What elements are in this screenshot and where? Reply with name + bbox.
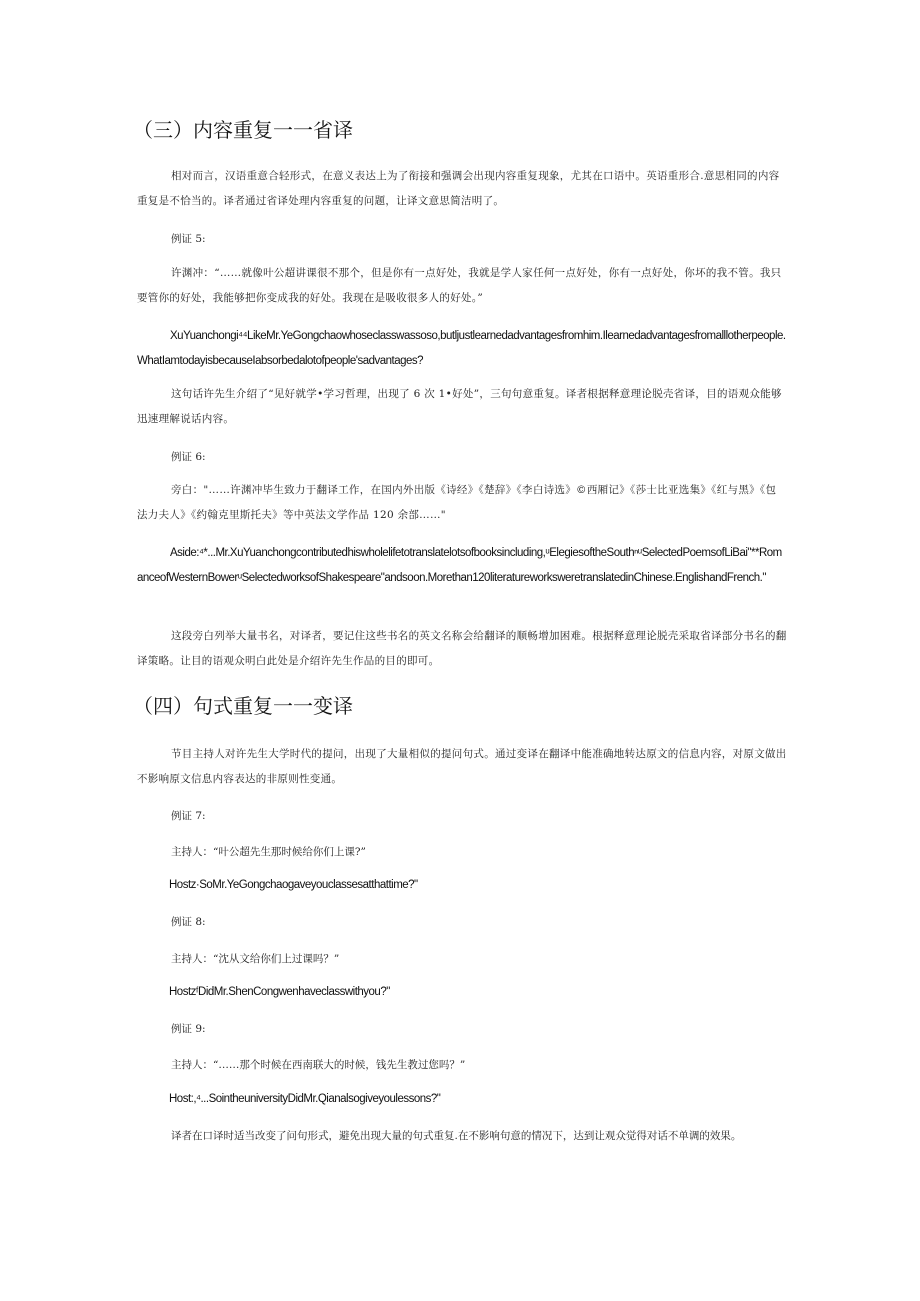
example-6-chinese bbox=[137, 478, 787, 528]
example-6-note bbox=[137, 624, 787, 674]
section-3-paragraph bbox=[137, 164, 787, 214]
example-8-english: HostzᶠDidMr.ShenCongwenhaveclasswithyou?" bbox=[169, 986, 390, 998]
example-7-label: 例证 7: bbox=[171, 810, 206, 822]
example-5-chinese-text: 许渊冲：“……就像叶公超讲课很不那个，但是你有一点好处，我就是学人家任何一点好处，你有一点好处，你坏的我不管。我只要管你的好处，我能够把你变成我的好处。我现在是吸收很多人的好处。” bbox=[137, 267, 782, 304]
example-8-label: 例证 8: bbox=[171, 916, 206, 928]
example-6-label: 例证 6: bbox=[171, 451, 206, 463]
example-5-chinese bbox=[137, 261, 787, 311]
example-6-english bbox=[137, 541, 787, 591]
section-3-paragraph-text: 相对而言，汉语重意合轻形式，在意义表达上为了衔接和强调会出现内容重复现象，尤其在口语中。英语重形合.意思相同的内容重复是不恰当的。译者通过省译处理内容重复的问题，让译文意思简洁明了。 bbox=[137, 170, 780, 207]
section-heading-4: （四）句式重复一一变译 bbox=[133, 694, 353, 718]
example-9-english: Host:,⁴...SointheuniversityDidMr.Qianalsogiveyoulessons?" bbox=[169, 1093, 441, 1105]
example-6-english-text: Aside:⁴*...Mr.XuYuanchongcontributedhiswholelifetotranslatelotsofbooksincluding,ᵘElegiesoftheSouthⁿᵘSelectedPoemsofLiBai"**RomanceofWesternBowerᵘSelectedworksofShakespeare"andsoon.Morethan120literatureworksweretranslatedinChinese.EnglishandFrench." bbox=[137, 547, 782, 584]
example-7-english: Hostz·SoMr.YeGongchaogaveyouclassesatthattime?" bbox=[169, 879, 418, 891]
example-8-chinese: 主持人：“沈从文给你们上过课吗？” bbox=[171, 953, 340, 965]
example-6-chinese-text: 旁白："……许渊冲毕生致力于翻译工作，在国内外出版《诗经》《楚辞》《李白诗选》©西厢记》《莎士比亚选集》《红与黑》《包法力夫人》《约翰克里斯托夫》等中英法文学作品 120 余部……" bbox=[137, 484, 777, 521]
example-6-note-text: 这段旁白列举大量书名，对译者，要记住这些书名的英文名称会给翻译的顺畅增加困难。根据释意理论脱壳采取省译部分书名的翻译策略。让目的语观众明白此处是介绍许先生作品的目的即可。 bbox=[137, 630, 787, 667]
example-5-note-text: 这句话许先生介绍了“见好就学•学习哲理，出现了 6 次 1•好处”，三句句意重复。译者根据释意理论脱壳省译，目的语观众能够迅速理解说话内容。 bbox=[137, 388, 782, 425]
example-9-label: 例证 9: bbox=[171, 1023, 206, 1035]
section-4-paragraph-text: 节目主持人对许先生大学时代的提问，出现了大量相似的提问句式。通过变译在翻译中能准确地转达原文的信息内容，对原文做出不影响原文信息内容表达的非原则性变通。 bbox=[137, 748, 787, 785]
closing-paragraph: 译者在口译时适当改变了问句形式，避免出现大量的句式重复.在不影响句意的情况下，达到让观众觉得对话不单调的效果。 bbox=[171, 1130, 742, 1142]
example-9-chinese: 主持人：“……那个时候在西南联大的时候，钱先生教过您吗？” bbox=[171, 1059, 466, 1071]
section-4-paragraph bbox=[137, 742, 787, 792]
example-5-note bbox=[137, 382, 787, 432]
example-7-chinese: 主持人：“叶公超先生那时候给你们上课?” bbox=[171, 846, 366, 858]
example-5-label: 例证 5: bbox=[171, 233, 206, 245]
example-5-english-text: XuYuanchongi⁴⁴LikeMr.YeGongchaowhoseclasswassoso,butljustlearnedadvantagesfromhim.Ilearnedadvantagesfromalllotherpeople.WhatIamtodayisbecauseIabsorbedalotofpeople'sadvantages? bbox=[137, 330, 786, 367]
section-heading-3: （三）内容重复一一省译 bbox=[133, 118, 353, 142]
example-5-english bbox=[137, 324, 787, 374]
